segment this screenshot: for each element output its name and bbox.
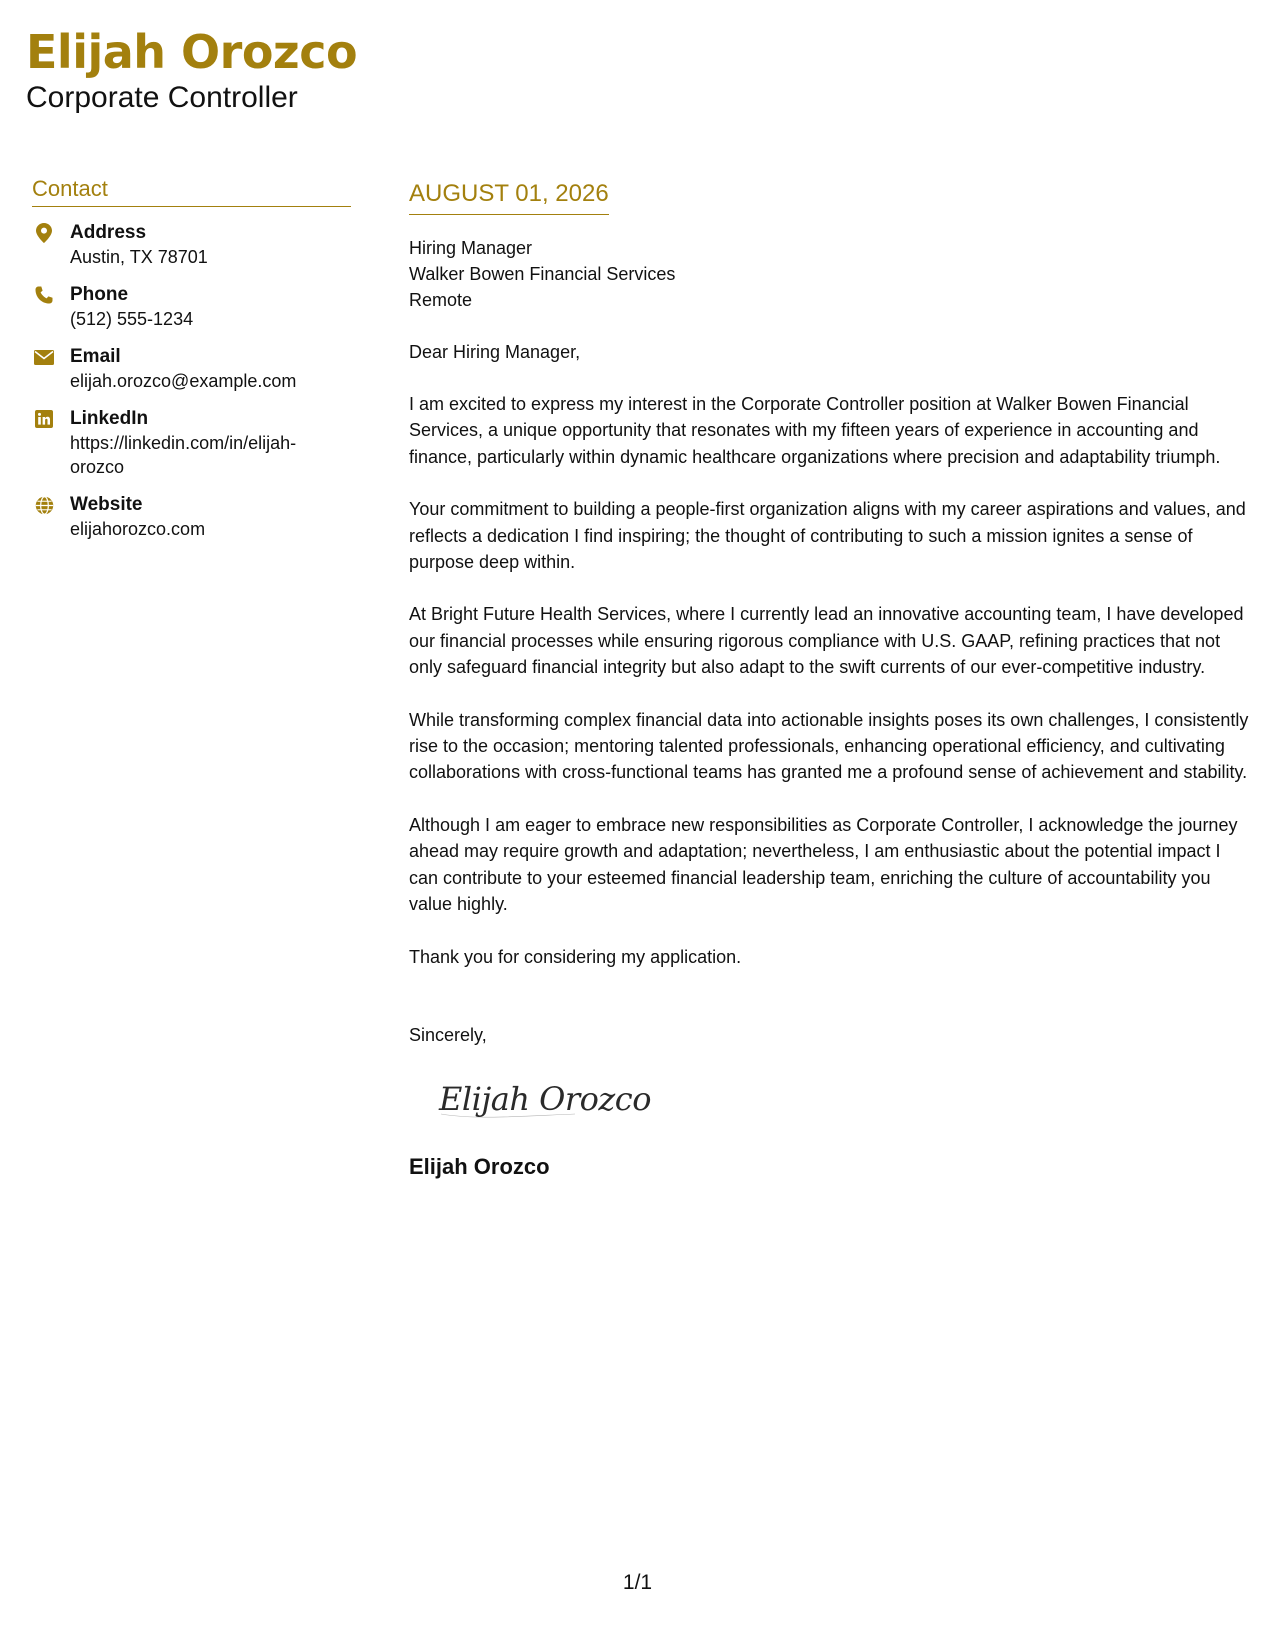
contact-label: LinkedIn [70,408,149,429]
contact-heading: Contact [32,174,351,207]
contact-sidebar [32,174,351,541]
page-number: 1/1 [622,1571,653,1594]
contact-label: Email [70,346,121,367]
contact-value: Austin, TX 78701 [70,247,208,267]
contact-label: Address [70,222,147,243]
contact-item-phone [32,283,351,331]
contact-item-email [32,345,351,393]
signer-name: Elijah Orozco [409,1153,550,1179]
contact-value[interactable]: https://linkedin.com/in/elijah-orozco [70,433,297,477]
contact-label: Website [70,494,143,515]
body-paragraph: I am excited to express my interest in the Corporate Controller position at Walker Bowen Financial Services, a unique opportunity that resonates with my fifteen years of experience in accounting and finance, particularly within dynamic healthcare organizations where precision and adaptability triumph. [409,394,1221,467]
letter-body [409,178,1249,1181]
header [26,22,357,116]
body-paragraph: Thank you for considering my application. [409,946,742,967]
recipient-line: Hiring Manager [409,238,533,258]
phone-icon [34,284,54,306]
salutation: Dear Hiring Manager, [409,342,581,362]
contact-item-website [32,493,351,541]
applicant-name: Elijah Orozco [26,25,358,79]
contact-label: Phone [70,284,129,305]
job-title: Corporate Controller [26,81,298,114]
contact-value[interactable]: elijahorozco.com [70,519,206,539]
contact-value[interactable]: elijah.orozco@example.com [70,371,297,391]
recipient-line: Walker Bowen Financial Services [409,264,676,284]
recipient-block [409,235,1249,313]
contact-item-linkedin [32,407,351,479]
envelope-icon [34,346,54,368]
svg-text:Elijah Orozco: Elijah Orozco [439,1079,651,1118]
contact-value: (512) 555-1234 [70,309,194,329]
body-paragraph: Although I am eager to embrace new responsibilities as Corporate Controller, I acknowledge the journey ahead may require growth and adaptation; nevertheless, I am enthusiastic about the potential impact I can contribute to your esteemed financial leadership team, enriching the culture of accountability you value highly. [409,814,1238,915]
body-paragraph: While transforming complex financial data into actionable insights poses its own challenges, I consistently rise to the occasion; mentoring talented professionals, enhancing operational efficiency, and cultivating collaborations with cross-functional teams has granted me a profound sense of achievement and stability. [409,709,1249,783]
globe-icon [34,494,54,516]
closing: Sincerely, [409,1024,487,1045]
recipient-line: Remote [409,290,473,310]
location-pin-icon [34,222,54,244]
body-paragraph: Your commitment to building a people-first organization aligns with my career aspirations and values, and reflects a dedication I find inspiring; the thought of contributing to such a mission ignites a sense of purpose deep within. [409,499,1246,573]
letter-date: AUGUST 01, 2026 [409,178,609,215]
contact-item-address [32,221,351,269]
handwritten-signature [435,1070,675,1130]
body-paragraph: At Bright Future Health Services, where I currently lead an innovative accounting team, I have developed our financial processes while ensuring rigorous compliance with U.S. GAAP, refining practices that not only safeguard financial integrity but also adapt to the swift currents of our ever-competitive industry. [409,604,1244,678]
linkedin-icon [34,408,54,430]
